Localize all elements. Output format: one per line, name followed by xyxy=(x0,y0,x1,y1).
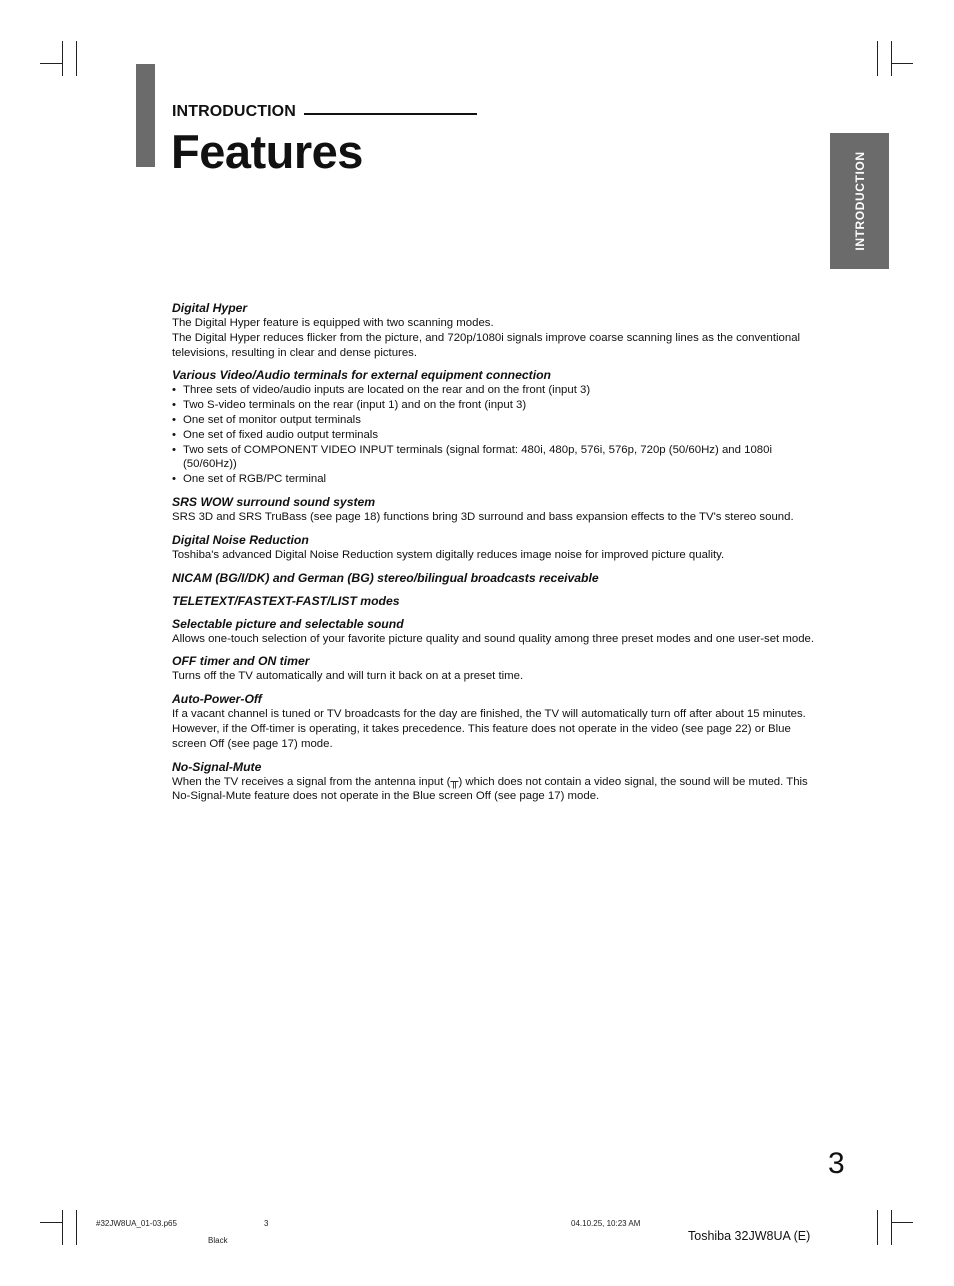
crop-mark xyxy=(877,41,878,76)
page-number: 3 xyxy=(828,1147,845,1180)
crop-mark xyxy=(40,1222,62,1223)
feature-heading: NICAM (BG/I/DK) and German (BG) stereo/bilingual broadcasts receivable xyxy=(172,570,599,585)
footer-color-plate: Black xyxy=(208,1236,228,1245)
crop-mark xyxy=(76,1210,77,1245)
footer-file-page: 3 xyxy=(264,1219,269,1228)
feature-heading: Digital Noise Reduction xyxy=(172,532,309,547)
terminal-list xyxy=(172,383,822,487)
list-item: • One set of monitor output terminals xyxy=(172,413,822,428)
feature-timers xyxy=(172,654,822,684)
feature-heading: OFF timer and ON timer xyxy=(172,654,310,669)
feature-text: The Digital Hyper feature is equipped with two scanning modes. xyxy=(172,317,494,329)
crop-mark xyxy=(76,41,77,76)
list-item: • One set of fixed audio output terminals xyxy=(172,428,822,443)
page-title: Features xyxy=(171,125,363,178)
footer-file-name: #32JW8UA_01-03.p65 xyxy=(96,1219,177,1228)
side-tab-label: INTRODUCTION xyxy=(852,151,867,251)
crop-mark xyxy=(891,63,913,64)
crop-mark xyxy=(891,1222,913,1223)
footer-timestamp: 04.10.25, 10:23 AM xyxy=(571,1219,641,1228)
feature-heading: Digital Hyper xyxy=(172,301,248,315)
feature-heading: Selectable picture and selectable sound xyxy=(172,616,404,631)
feature-selectable-picture-sound xyxy=(172,617,822,647)
feature-heading: Various Video/Audio terminals for external equipment connection xyxy=(172,368,552,383)
feature-heading: SRS WOW surround sound system xyxy=(172,494,376,509)
list-item: • Two S-video terminals on the rear (input 1) and on the front (input 3) xyxy=(172,398,822,413)
crop-mark xyxy=(891,41,892,76)
footer-model-label: Toshiba 32JW8UA (E) xyxy=(688,1229,811,1243)
crop-mark xyxy=(877,1210,878,1245)
feature-auto-power-off xyxy=(172,692,822,751)
feature-digital-hyper xyxy=(172,301,822,360)
feature-heading: No-Signal-Mute xyxy=(172,759,262,774)
feature-text: Allows one-touch selection of your favorite picture quality and sound quality among three preset modes and one user-set mode. xyxy=(172,632,815,645)
crop-mark xyxy=(62,41,63,76)
feature-text: SRS 3D and SRS TruBass (see page 18) functions bring 3D surround and bass expansion effects to the TV's stereo sound. xyxy=(172,510,794,523)
features-list xyxy=(172,301,822,812)
feature-text: Turns off the TV automatically and will turn it back on at a preset time. xyxy=(172,670,524,683)
feature-video-audio-terminals xyxy=(172,368,822,487)
side-section-tab xyxy=(830,133,889,269)
crop-mark xyxy=(891,1210,892,1245)
feature-teletext xyxy=(172,594,822,609)
feature-text: If a vacant channel is tuned or TV broadcasts for the day are finished, the TV will automatically turn off after about 15 minutes. However, if the Off-timer is operating, it takes precedence. This feature does not operate in the video (see page 22) or Blue screen Off (see page 17) mode. xyxy=(172,708,806,750)
feature-heading: TELETEXT/FASTEXT-FAST/LIST modes xyxy=(172,593,400,608)
feature-srs-wow xyxy=(172,495,822,525)
list-item: • Three sets of video/audio inputs are located on the rear and on the front (input 3) xyxy=(172,383,822,398)
feature-text: The Digital Hyper reduces flicker from the picture, and 720p/1080i signals improve coarse scanning lines as the conventional televisions, resulting in clear and dense pictures. xyxy=(172,331,801,359)
list-item: • Two sets of COMPONENT VIDEO INPUT terminals (signal format: 480i, 480p, 576i, 576p, 720p (50/60Hz) and 1080i (50/60Hz)) xyxy=(172,443,822,473)
crop-mark xyxy=(62,1210,63,1245)
feature-text: When the TV receives a signal from the antenna input (╥) which does not contain a video signal, the sound will be muted. This No-Signal-Mute feature does not operate in the Blue screen Off (see page 17) mode. xyxy=(172,775,808,803)
list-item: • One set of RGB/PC terminal xyxy=(172,472,822,487)
section-label: INTRODUCTION xyxy=(172,103,296,120)
feature-text: Toshiba's advanced Digital Noise Reduction system digitally reduces image noise for improved picture quality. xyxy=(172,548,725,561)
section-rule xyxy=(304,113,477,115)
feature-digital-noise-reduction xyxy=(172,533,822,563)
section-accent-bar xyxy=(136,64,155,167)
feature-heading: Auto-Power-Off xyxy=(172,692,262,707)
feature-nicam xyxy=(172,571,822,586)
crop-mark xyxy=(40,63,62,64)
feature-no-signal-mute xyxy=(172,760,822,805)
